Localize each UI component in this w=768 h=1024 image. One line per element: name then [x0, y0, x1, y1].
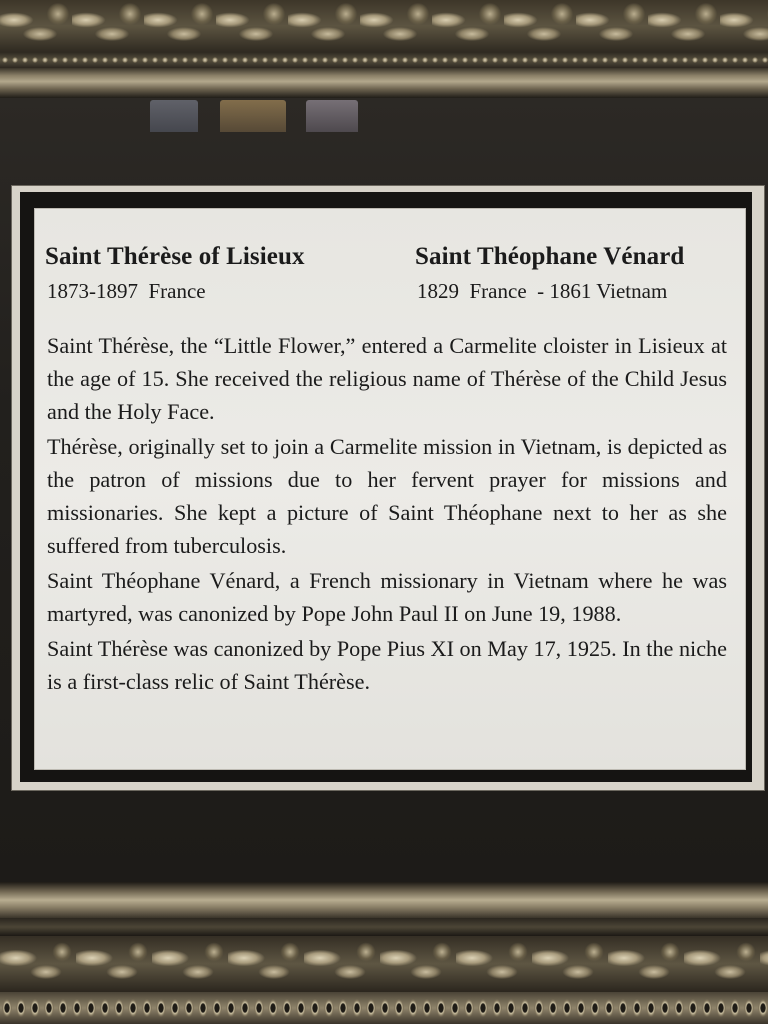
paragraph-little-flower: Saint Thérèse, the “Little Flower,” entered a Carmelite cloister in Lisieux at the age of 15. She received the religious name of Thérèse of the Child Jesus and the Holy Face. — [47, 333, 727, 424]
stained-glass-reflection — [306, 100, 358, 132]
right-saint-heading: Saint Théophane Vénard — [415, 243, 685, 270]
left-saint-dates: 1873-1897 France — [47, 279, 206, 303]
stained-glass-reflection — [220, 100, 286, 132]
left-saint-heading: Saint Thérèse of Lisieux — [45, 243, 305, 270]
frame-bead-rail-top — [0, 52, 768, 68]
plaque — [34, 208, 746, 770]
right-saint-dates: 1829 France - 1861 Vietnam — [417, 279, 668, 303]
frame-leaf-molding-bottom — [0, 936, 768, 992]
frame-gilt-lip-top — [0, 68, 768, 98]
paragraph-canonization: Saint Thérèse was canonized by Pope Pius XI on May 17, 1925. In the niche is a first-class relic of Saint Thérèse. — [47, 636, 727, 694]
ornate-frame-bottom — [0, 882, 768, 1024]
frame-leaf-molding-top — [0, 0, 768, 52]
paragraph-theophane: Saint Théophane Vénard, a French missionary in Vietnam where he was martyred, was canonized by Pope John Paul II on June 19, 1988. — [47, 568, 727, 626]
ornate-frame-top — [0, 0, 768, 98]
frame-gilt-lip-bottom — [0, 882, 768, 918]
plaque-body — [47, 329, 727, 700]
frame-egg-and-dart-rail — [0, 992, 768, 1024]
paragraph-patron-of-missions: Thérèse, originally set to join a Carmelite mission in Vietnam, is depicted as the patron of missions due to her fervent prayer for missions and missionaries. She kept a picture of Saint Théophane next to her as she suffered from tuberculosis. — [47, 434, 727, 558]
stained-glass-reflection — [150, 100, 198, 132]
frame-groove-bottom — [0, 918, 768, 936]
